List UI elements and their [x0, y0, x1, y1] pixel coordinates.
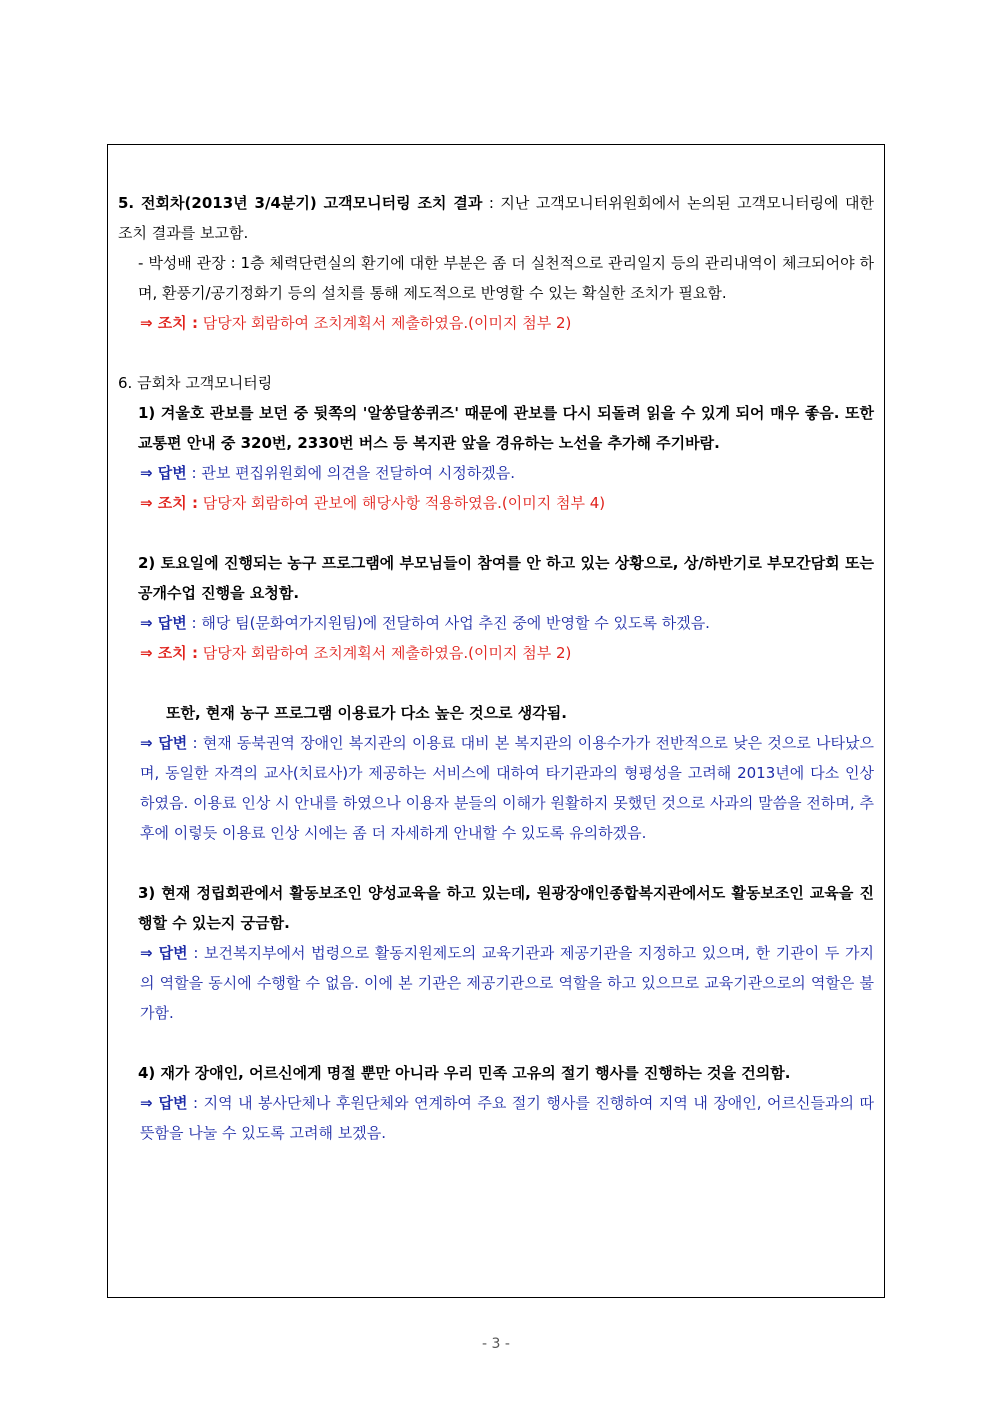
section-5-title: 5. 전회차(2013년 3/4분기) 고객모니터링 조치 결과 — [118, 194, 483, 212]
answer-text: : 지역 내 봉사단체나 후원단체와 연계하여 주요 절기 행사를 진행하여 지역 내 장애인, 어르신들과의 따뜻함을 나눌 수 있도록 고려해 보겠음. — [140, 1094, 874, 1142]
answer-label: ⇒ 답변 — [140, 614, 187, 632]
action-label: ⇒ 조치 : — [140, 494, 198, 512]
section-6-title: 6. 금회차 고객모니터링 — [118, 374, 273, 392]
question-1: 1) 겨울호 관보를 보던 중 뒷쪽의 '알쏭달쏭퀴즈' 때문에 관보를 다시 되돌려 읽을 수 있게 되어 매우 좋음. 또한 교통편 안내 중 320번, 2330번 버스 등 복지관 앞을 경유하는 노선을 추가해 주기바람. — [138, 404, 874, 452]
answer-2-followup — [118, 728, 874, 848]
answer-1 — [118, 458, 874, 488]
answer-3 — [118, 938, 874, 1028]
action-label: ⇒ 조치 : — [140, 314, 198, 332]
action-text: 담당자 회람하여 조치계획서 제출하였음.(이미지 첨부 2) — [198, 314, 572, 332]
section-5-body: : 지난 고객모니터위원회에서 논의된 고객모니터링에 대한 조치 결과를 보고함. — [118, 194, 874, 242]
answer-label: ⇒ 답변 — [140, 944, 188, 962]
section-5-action — [118, 308, 874, 338]
spacer — [118, 338, 874, 368]
question-2: 2) 토요일에 진행되는 농구 프로그램에 부모님들이 참여를 안 하고 있는 상황으로, 상/하반기로 부모간담회 또는 공개수업 진행을 요청함. — [138, 554, 874, 602]
page-number: - 3 - — [482, 1336, 510, 1352]
action-text: 담당자 회람하여 관보에 해당사항 적용하였음.(이미지 첨부 4) — [198, 494, 606, 512]
document-body — [118, 188, 874, 1148]
action-2 — [118, 638, 874, 668]
spacer — [118, 1028, 874, 1058]
answer-4 — [118, 1088, 874, 1148]
answer-text: : 현재 동북권역 장애인 복지관의 이용료 대비 본 복지관의 이용수가가 전반적으로 낮은 것으로 나타났으며, 동일한 자격의 교사(치료사)가 제공하는 서비스에 대하여 타기관과의 형평성을 고려해 2013년에 다소 인상하였음. 이용료 인상 시 안내를 하였으나 이용자 분들의 이해가 원활하지 못했던 것으로 사과의 말씀을 전하며, 추후에 이렇듯 이용료 인상 시에는 좀 더 자세하게 안내할 수 있도록 유의하겠음. — [140, 734, 874, 842]
answer-label: ⇒ 답변 — [140, 1094, 188, 1112]
spacer — [118, 518, 874, 548]
section-5 — [118, 188, 874, 248]
action-label: ⇒ 조치 : — [140, 644, 198, 662]
answer-label: ⇒ 답변 — [140, 464, 187, 482]
answer-2 — [118, 608, 874, 638]
section-5-item: - 박성배 관장 : 1층 체력단련실의 환기에 대한 부분은 좀 더 실천적으로 관리일지 등의 관리내역이 체크되어야 하며, 환풍기/공기정화기 등의 설치를 통해 제도적으로 반영할 수 있는 확실한 조치가 필요함. — [138, 254, 874, 302]
spacer — [118, 668, 874, 698]
answer-label: ⇒ 답변 — [140, 734, 188, 752]
question-4: 4) 재가 장애인, 어르신에게 명절 뿐만 아니라 우리 민족 고유의 절기 행사를 진행하는 것을 건의함. — [138, 1064, 791, 1082]
answer-text: : 관보 편집위원회에 의견을 전달하여 시정하겠음. — [186, 464, 516, 482]
answer-text: : 보건복지부에서 법령으로 활동지원제도의 교육기관과 제공기관을 지정하고 있으며, 한 기관이 두 가지의 역할을 동시에 수행할 수 없음. 이에 본 기관은 제공기관으로 역할을 하고 있으므로 교육기관으로의 역할은 불가함. — [140, 944, 874, 1022]
question-3: 3) 현재 정립회관에서 활동보조인 양성교육을 하고 있는데, 원광장애인종합복지관에서도 활동보조인 교육을 진행할 수 있는지 궁금함. — [138, 884, 874, 932]
action-1 — [118, 488, 874, 518]
question-2-followup: 또한, 현재 농구 프로그램 이용료가 다소 높은 것으로 생각됨. — [166, 704, 567, 722]
spacer — [118, 848, 874, 878]
answer-text: : 해당 팀(문화여가지원팀)에 전달하여 사업 추진 중에 반영할 수 있도록 하겠음. — [186, 614, 710, 632]
action-text: 담당자 회람하여 조치계획서 제출하였음.(이미지 첨부 2) — [198, 644, 572, 662]
